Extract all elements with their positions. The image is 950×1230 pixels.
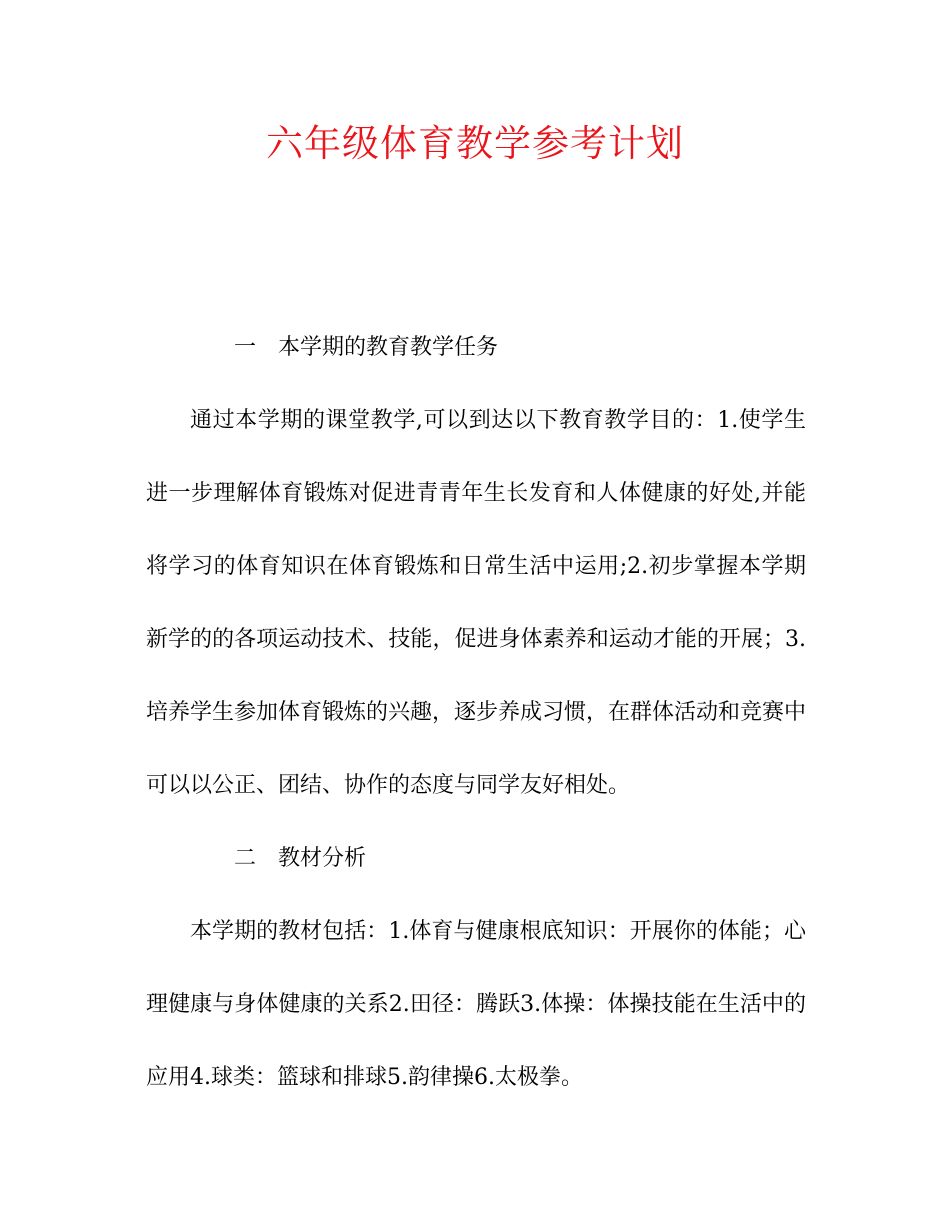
section-heading-text: 本学期的教育教学任务 (278, 335, 499, 360)
section-heading-1 (146, 311, 806, 384)
section-heading-2 (146, 822, 806, 895)
document-title: 六年级体育教学参考计划 (266, 122, 684, 165)
section-heading-text: 教材分析 (278, 846, 367, 871)
section-number: 二 (234, 846, 257, 871)
document-body (146, 311, 806, 1114)
section-number: 一 (234, 335, 257, 360)
section-paragraph-1: 通过本学期的课堂教学,可以到达以下教育教学目的：1.使学生进一步理解体育锻炼对促进青青年生长发育和人体健康的好处,并能将学习的体育知识在体育锻炼和日常生活中运用;2.初步掌握本学期新学的的各项运动技术、技能，促进身体素养和运动才能的开展；3.培养学生参加体育锻炼的兴趣，逐步养成习惯，在群体活动和竞赛中可以以公正、团结、协作的态度与同学友好相处。 (146, 408, 807, 798)
section-paragraph-2: 本学期的教材包括：1.体育与健康根底知识：开展你的体能；心理健康与身体健康的关系2.田径：腾跃3.体操：体操技能在生活中的应用4.球类：篮球和排球5.韵律操6.太极拳。 (146, 919, 806, 1090)
